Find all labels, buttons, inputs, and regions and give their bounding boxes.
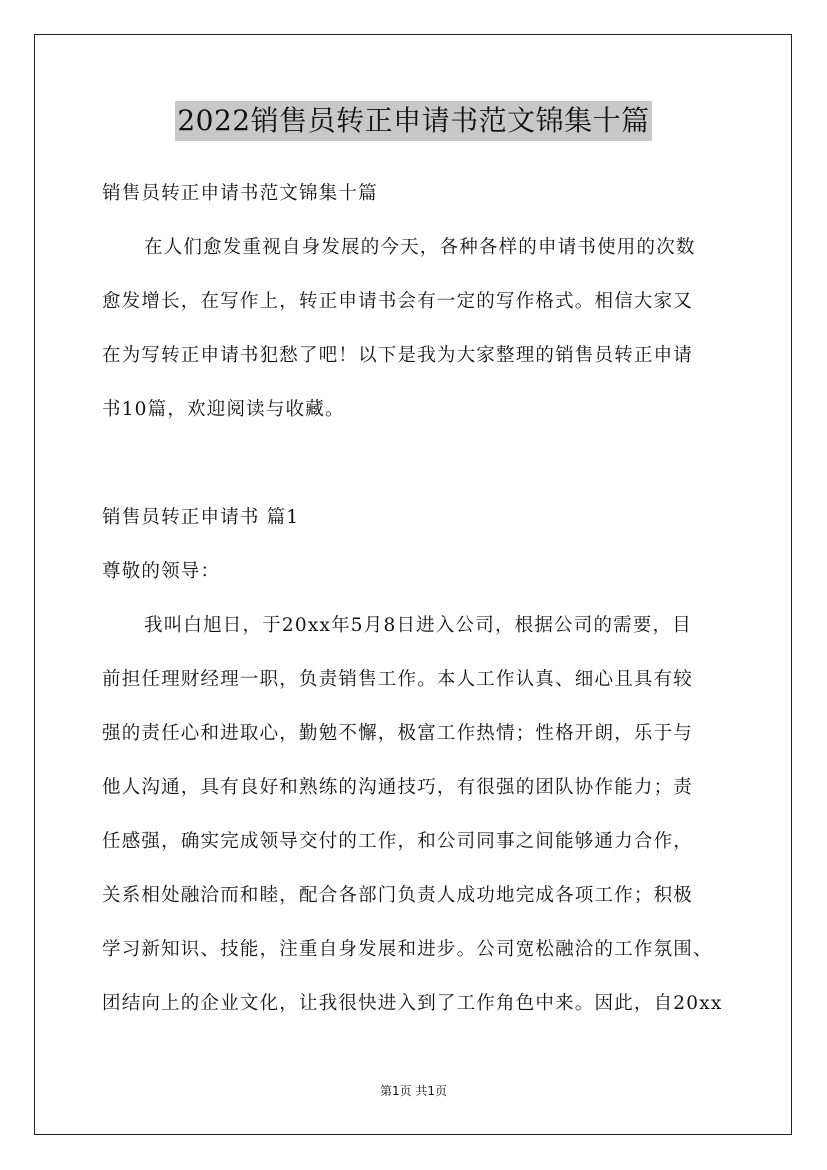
body-line-1: 我叫白旭日，于20xx年5月8日进入公司，根据公司的需要，目 [144, 615, 692, 636]
body-line-3: 强的责任心和进取心，勤勉不懈，极富工作热情；性格开朗，乐于与 [102, 723, 694, 744]
intro-line-2: 愈发增长，在写作上，转正申请书会有一定的写作格式。相信大家又 [102, 291, 694, 312]
body-line-2: 前担任理财经理一职，负责销售工作。本人工作认真、细心且具有较 [102, 669, 694, 690]
body-line-7: 学习新知识、技能，注重自身发展和进步。公司宽松融洽的工作氛围、 [102, 939, 713, 960]
document-subtitle: 销售员转正申请书范文锦集十篇 [102, 183, 378, 204]
body-line-6: 关系相处融洽而和睦，配合各部门负责人成功地完成各项工作；积极 [102, 885, 694, 906]
section-heading: 销售员转正申请书 篇1 [102, 507, 300, 528]
intro-line-1: 在人们愈发重视自身发展的今天，各种各样的申请书使用的次数 [144, 237, 696, 258]
document-title: 2022销售员转正申请书范文锦集十篇 [175, 101, 651, 141]
body-line-5: 任感强，确实完成领导交付的工作，和公司同事之间能够通力合作， [102, 831, 694, 852]
intro-line-3: 在为写转正申请书犯愁了吧！以下是我为大家整理的销售员转正申请 [102, 345, 694, 366]
body-line-4: 他人沟通，具有良好和熟练的沟通技巧，有很强的团队协作能力；责 [102, 777, 694, 798]
title-container [0, 101, 827, 141]
intro-line-4: 书10篇，欢迎阅读与收藏。 [102, 399, 345, 420]
salutation: 尊敬的领导： [102, 561, 221, 582]
body-line-8: 团结向上的企业文化，让我很快进入到了工作角色中来。因此，自20xx [102, 993, 723, 1014]
page-footer: 第1页 共1页 [379, 1084, 448, 1098]
